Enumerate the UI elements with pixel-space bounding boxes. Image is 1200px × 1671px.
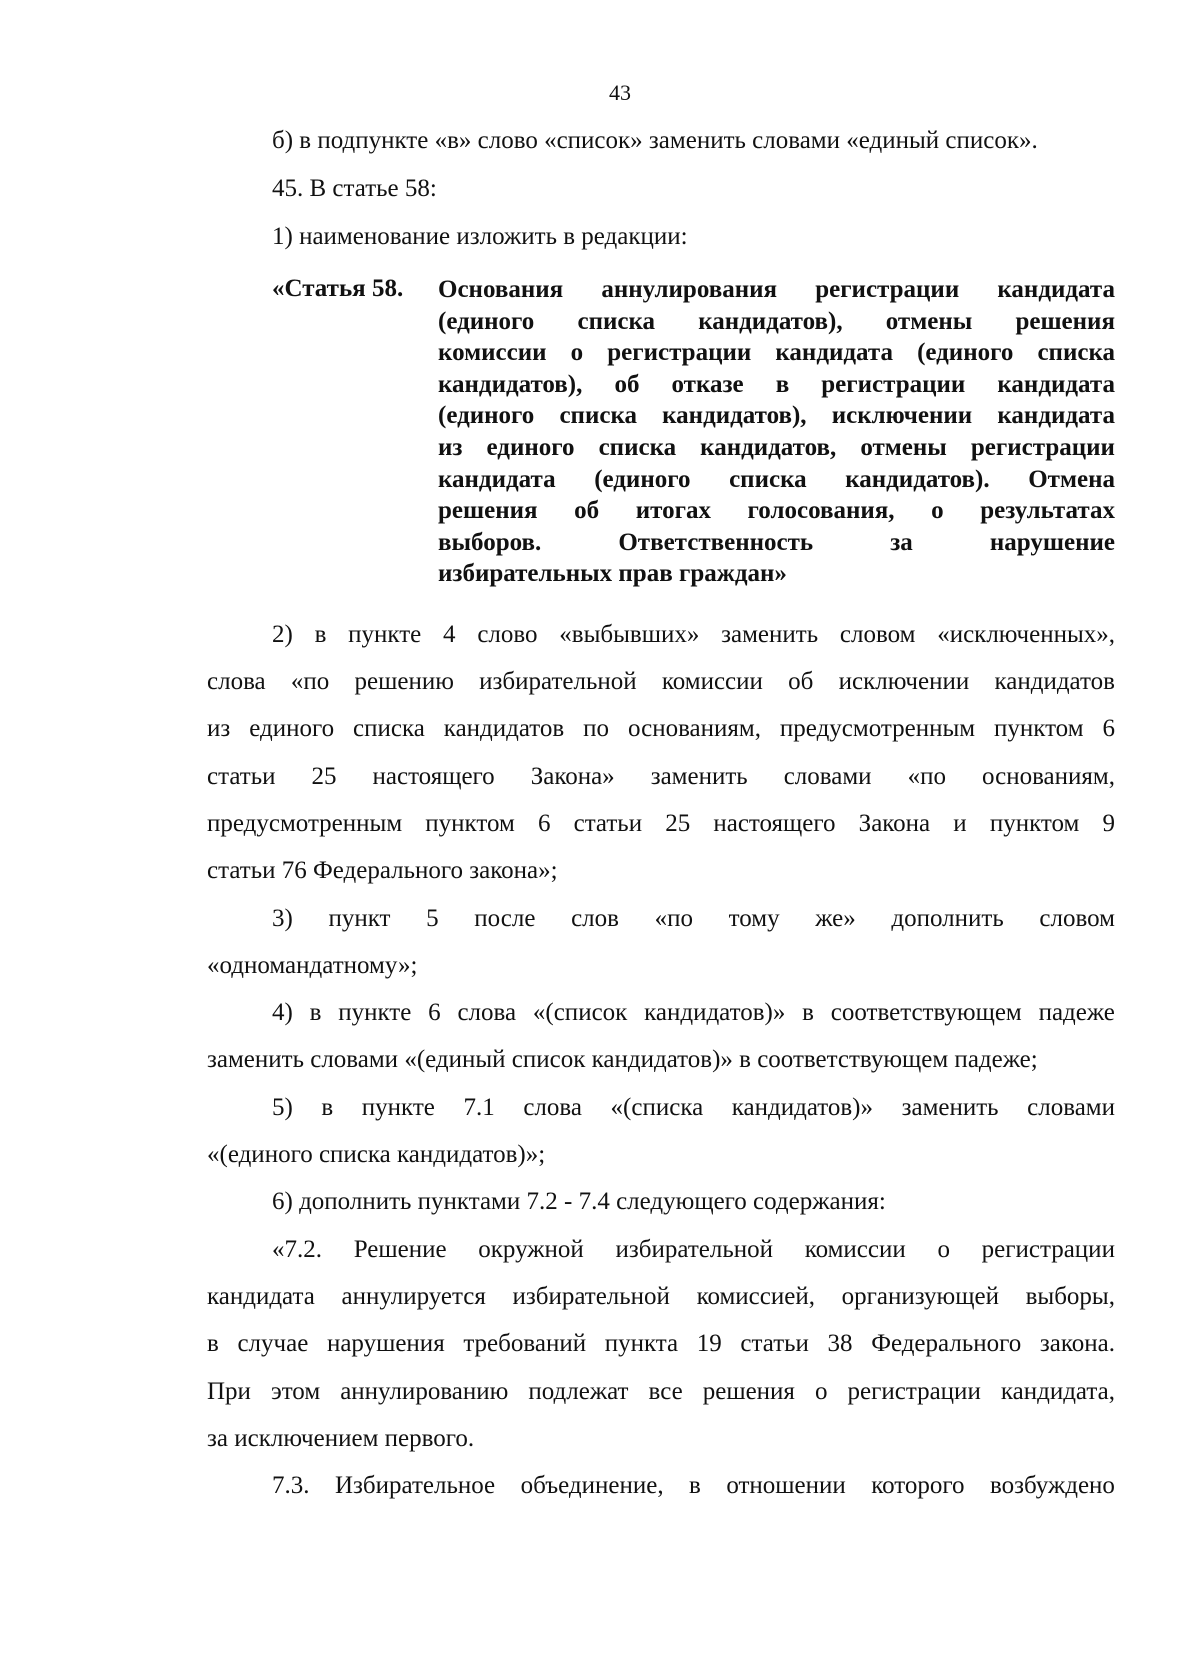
article-title-line: решения об итогах голосования, о результатах [438, 497, 1115, 525]
paragraph-line: из единого списка кандидатов по основаниям, предусмотренным пунктом 6 [207, 715, 1115, 742]
paragraph-line: 7.3. Избирательное объединение, в отношении которого возбуждено [272, 1472, 1115, 1499]
article-title-line: кандидатов), об отказе в регистрации кандидата [438, 370, 1115, 398]
article-title-line: Основания аннулирования регистрации кандидата [438, 276, 1115, 303]
article-title-line: (единого списка кандидатов), отмены решения [438, 307, 1115, 335]
paragraph-line: заменить словами «(единый список кандидатов)» в соответствующем падеже; [207, 1046, 1038, 1073]
paragraph-line: 3) пункт 5 после слов «по тому же» дополнить словом [272, 905, 1115, 932]
paragraph-line: статьи 76 Федерального закона»; [207, 857, 558, 884]
article-title-line: кандидата (единого списка кандидатов). Отмена [438, 465, 1115, 493]
article-title-line: комиссии о регистрации кандидата (единого списка [438, 339, 1115, 367]
paragraph-line: 5) в пункте 7.1 слова «(списка кандидатов)» заменить словами [272, 1094, 1115, 1121]
paragraph-line: слова «по решению избирательной комиссии об исключении кандидатов [207, 668, 1115, 695]
paragraph-line: предусмотренным пунктом 6 статьи 25 настоящего Закона и пунктом 9 [207, 810, 1115, 837]
paragraph-line: 2) в пункте 4 слово «выбывших» заменить словом «исключенных», [272, 621, 1115, 648]
article-title [438, 274, 1115, 590]
paragraph-line: кандидата аннулируется избирательной комиссией, организующей выборы, [207, 1283, 1115, 1310]
article-title-line: (единого списка кандидатов), исключении кандидата [438, 402, 1115, 430]
article-title-line: из единого списка кандидатов, отмены регистрации [438, 433, 1115, 461]
paragraph-line: в случае нарушения требований пункта 19 статьи 38 Федерального закона. [207, 1330, 1115, 1357]
paragraph-line: «7.2. Решение окружной избирательной комиссии о регистрации [272, 1236, 1115, 1263]
paragraph-line: б) в подпункте «в» слово «список» заменить словами «единый список». [272, 127, 1038, 154]
paragraph-line: «одномандатному»; [207, 952, 418, 979]
article-title-line: выборов. Ответственность за нарушение [438, 528, 1115, 556]
article-label: «Статья 58. [272, 275, 404, 302]
paragraph-line: статьи 25 настоящего Закона» заменить словами «по основаниям, [207, 763, 1115, 790]
article-title-line: избирательных прав граждан» [438, 560, 787, 588]
paragraph-line: 45. В статье 58: [272, 175, 437, 202]
paragraph-line: за исключением первого. [207, 1425, 475, 1452]
paragraph-line: «(единого списка кандидатов)»; [207, 1141, 546, 1168]
page-number: 43 [609, 80, 631, 105]
paragraph-line: 4) в пункте 6 слова «(список кандидатов)» в соответствующем падеже [272, 999, 1115, 1026]
paragraph-line: При этом аннулированию подлежат все решения о регистрации кандидата, [207, 1378, 1115, 1405]
paragraph-line: 6) дополнить пунктами 7.2 - 7.4 следующего содержания: [272, 1188, 886, 1215]
paragraph-line: 1) наименование изложить в редакции: [272, 223, 688, 250]
